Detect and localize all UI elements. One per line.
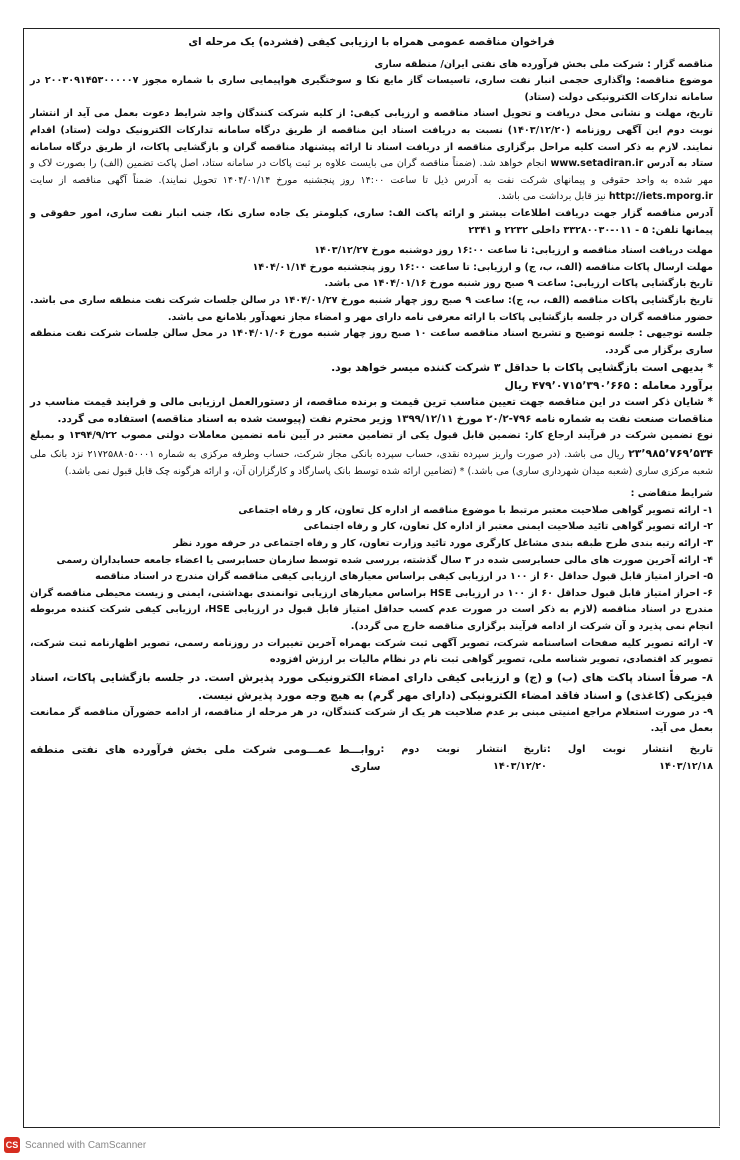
public-relations-signature: روابـــط عمـــومی شرکت ملی بخش فرآورده های نفتی منطقه ساری bbox=[30, 743, 381, 773]
notice-title: فراخوان مناقصه عمومی همراه با ارزیابی کیفی (فشرده) یک مرحله ای bbox=[188, 36, 555, 48]
conditions-heading: شرایط متقاضی : bbox=[630, 488, 713, 500]
guarantee-paragraph bbox=[30, 428, 713, 480]
dates-text-2: انجام خواهد شد. (ضمناً مناقصه گران می بایست علاوه بر ثبت پاکات در سامانه ستاد، اصل پاکت تضمین (الف) را بصورت لاک و مهر شده به واحد حقوقی و پیمانهای شرکت نفت به آدرس ذیل تا ساعت ۱۴:۰۰ روز پنجشنبه مورخ ۱۴۰۴/۰۱/۱۴ تحویل نمایند). ضمناً آگهی مناقصه از سایت bbox=[30, 158, 713, 186]
condition-item: ۸- صرفاً اسناد پاکت های (ب) و (ج) و ارزیابی کیفی دارای امضاء الکترونیکی مورد پذیرش است. در جلسه بازگشایی پاکات، اسناد فیزیکی (کاغذی) و اسناد فاقد امضاء الکترونیکی (دارای مهر گرم) به هیچ وجه مورد پذیرش نیست. bbox=[30, 670, 713, 702]
first-publication-date: تاریخ انتشار نوبت اول : ۱۴۰۳/۱۲/۱۸ bbox=[546, 743, 713, 772]
tender-subject: موضوع مناقصه: واگذاری حجمی انبار نفت ساری، تاسیسات گاز مایع نکا و سوختگیری هواپیمایی ساری با شماره مجوز ۲۰۰۳۰۹۱۴۵۳۰۰۰۰۰۷ در سامانه تدارکات الکترونیکی دولت (ستاد) bbox=[30, 75, 713, 103]
publication-footer bbox=[30, 742, 713, 775]
transaction-estimate bbox=[30, 377, 713, 395]
camscanner-text: Scanned with CamScanner bbox=[25, 1139, 147, 1151]
second-publication-date: تاریخ انتشار نوبت دوم : ۱۴۰۳/۱۲/۲۰ bbox=[380, 743, 547, 772]
condition-item: ۱- ارائه تصویر گواهی صلاحیت معتبر مرتبط با موضوع مناقصه از اداره کل تعاون، کار و رفاه اجتماعی bbox=[238, 504, 713, 516]
condition-item: ۲- ارائه تصویر گواهی تائید صلاحیت ایمنی معتبر از اداره کل تعاون، کار و رفاه اجتماعی bbox=[303, 521, 713, 533]
envelope-opening-date: تاریخ بازگشایی پاکات مناقصه (الف، ب، ج): ساعت ۹ صبح روز چهار شنبه مورخ ۱۴۰۴/۰۱/۲۷ در سالن جلسات شرکت نفت منطقه ساری می باشد. حضور مناقصه گران در جلسه بازگشایی پاکات با ارائه معرفی نامه دارای مهر و امضاء مجاز تعهدآور بلامانع می باشد. bbox=[30, 294, 713, 323]
guarantee-text-2: ریال می باشد. (در صورت واریز سپرده نقدی، حساب سپرده بانکی مجاز شرکت، حساب وطرفه مرکزی به شماره ۲۱۷۲۵۸۸۰۵۰۰۰۱ نزد بانک ملی شعبه مرکزی ساری (شعبه میدان شهرداری ساری) می باشد.) * (تضامین ارائه شده توسط بانک پاسارگاد و کارگزاران آن، و ارائه هرگونه چک قابل قبول نمی باشد.) bbox=[30, 449, 713, 477]
estimate-label: برآورد معامله : bbox=[633, 379, 713, 393]
dates-paragraph bbox=[30, 106, 713, 206]
briefing-session: جلسه توجیهی : جلسه توضیح و تشریح اسناد مناقصه ساعت ۱۰ صبح روز چهار شنبه مورخ ۱۴۰۴/۰۱/۰۶ در محل سالن جلسات شرکت نفت منطقه ساری برگزار می گردد. bbox=[30, 328, 714, 356]
condition-item: ۴- ارائه آخرین صورت های مالی حسابرسی شده در ۳ سال گذشته، بررسی شده توسط سازمان حسابرسی یا اعضاء جامعه حسابداران رسمی bbox=[56, 554, 713, 566]
tender-giver: مناقصه گزار : شرکت ملی بخش فرآورده های نفتی ایران/ منطقه ساری bbox=[374, 58, 713, 70]
estimate-value: ۴۷۹٬۰۷۱۵٬۳۹۰٬۶۶۵ ریال bbox=[504, 379, 630, 393]
dates-text-1: تاریخ، مهلت و نشانی محل دریافت و تحویل اسناد مناقصه و ارزیابی کیفی: از کلیه شرکت کنندگان واجد شرایط دعوت بعمل می آید از انتشار نوبت دوم این آگهی روزنامه (۱۴۰۳/۱۲/۲۰) نسبت به دریافت اسناد این مناقصه از طریق درگاه سامانه تدارکات الکترونیک دولت (ستاد) اقدام نمایند. لازم به ذکر است کلیه مراحل برگزاری مناقصه از دریافت اسناد تا ارائه پیشنهاد مناقصه گران و بازگشایی پاکات، از طریق درگاه سامانه ستاد به آدرس bbox=[30, 108, 713, 170]
camscanner-watermark bbox=[4, 1137, 146, 1153]
condition-item: ۵- احراز امتیاز قابل قبول حداقل ۶۰ از ۱۰۰ در ارزیابی کیفی براساس معیارهای ارزیابی کیفی مناقصه گران مندرج در اسناد مناقصه bbox=[95, 571, 713, 583]
camscanner-logo-icon: CS bbox=[4, 1137, 20, 1153]
setadiran-link[interactable]: www.setadiran.ir bbox=[550, 158, 644, 170]
guarantee-text-1: نوع تضمین شرکت در فرآیند ارجاع کار: تضمین قابل قبول یکی از تضامین معتبر در آیین نامه تضمین معاملات دولتی مصوب ۱۳۹۴/۹/۲۲ و بمبلغ bbox=[30, 430, 713, 442]
deadline-send: مهلت ارسال پاکات مناقصه (الف، ب، ج) و ارزیابی: تا ساعت ۱۶:۰۰ روز پنجشنبه مورخ ۱۴۰۴/۰۱/۱۴ bbox=[252, 261, 713, 273]
dates-text-3: نیز قابل برداشت می باشد. bbox=[498, 191, 606, 203]
condition-item: ۶- احراز امتیاز قابل قبول حداقل ۶۰ از ۱۰۰ در ارزیابی HSE براساس معیارهای ارزیابی توانمندی بهداشتی، ایمنی و زیست محیطی مناقصه گران مندرج در اسناد مناقصه (لازم به ذکر است در صورت عدم کسب حداقل امتیاز قابل قبول در ارزیابی HSE، ارزیابی کیفی شرکت کننده مربوطه انجام نمی پذیرد و آن شرکت از ادامه فرآیند برگزاری مناقصه خارج می گردد). bbox=[30, 587, 714, 632]
guarantee-amount: ۲۳٬۹۸۵٬۷۶۹٬۵۳۴ bbox=[628, 447, 714, 461]
condition-item: ۹- در صورت استعلام مراجع امنیتی مبنی بر عدم صلاحیت هر یک از شرکت کنندگان، در هر مرحله از مناقصه، از ادامه حضورآن مناقصه گر ممانعت بعمل می آید. bbox=[30, 706, 713, 735]
min-participants-note: * بدیهی است بازگشایی پاکات با حداقل ۳ شرکت کننده میسر خواهد بود. bbox=[331, 361, 713, 375]
condition-item: ۷- ارائه تصویر کلیه صفحات اساسنامه شرکت، تصویر آگهی ثبت شرکت بهمراه آخرین تغییرات در روزنامه رسمی، تصویر اظهارنامه ثبت شرکت، تصویر کد اقتصادی، تصویر شناسه ملی، تصویر گواهی ثبت نام در نظام مالیات بر ارزش افزوده bbox=[30, 637, 713, 666]
iets-link[interactable]: http://iets.mporg.ir bbox=[608, 191, 713, 203]
tender-notice bbox=[30, 34, 713, 775]
award-method-note: * شایان ذکر است در این مناقصه جهت تعیین مناسب ترین قیمت و برنده مناقصه، از دستورالعمل ارزیابی مالی و فرایند قیمت مناسب در مناقصات صنعت نفت به شماره نامه ۷۹۶-۲۰/۲ مورخ ۱۳۹۹/۱۲/۱۱ وزیر محترم نفت (پیوست شده به اسناد مناقصه) استفاده می گردد. bbox=[30, 397, 713, 425]
evaluation-opening-date: تاریخ بازگشایی پاکات ارزیابی: ساعت ۹ صبح روز شنبه مورخ ۱۴۰۴/۰۱/۱۶ می باشد. bbox=[324, 278, 713, 290]
condition-item: ۳- ارائه رتبه بندی طرح طبقه بندی مشاغل کارگری مورد تائید وزارت تعاون، کار و رفاه اجتماعی در حرفه مورد نظر bbox=[173, 538, 713, 550]
deadline-receive: مهلت دریافت اسناد مناقصه و ارزیابی: تا ساعت ۱۶:۰۰ روز دوشنبه مورخ ۱۴۰۳/۱۲/۲۷ bbox=[314, 245, 713, 257]
contact-address: آدرس مناقصه گزار جهت دریافت اطلاعات بیشتر و ارائه پاکت الف: ساری، کیلومتر یک جاده ساری نکا، جنب انبار نفت ساری، امور حقوقی و پیمانها تلفن: ۵ - ۰۱۱-۳۳۲۸۰۰۳۰ داخلی ۲۲۳۲ و ۲۳۴۱ bbox=[30, 207, 713, 236]
